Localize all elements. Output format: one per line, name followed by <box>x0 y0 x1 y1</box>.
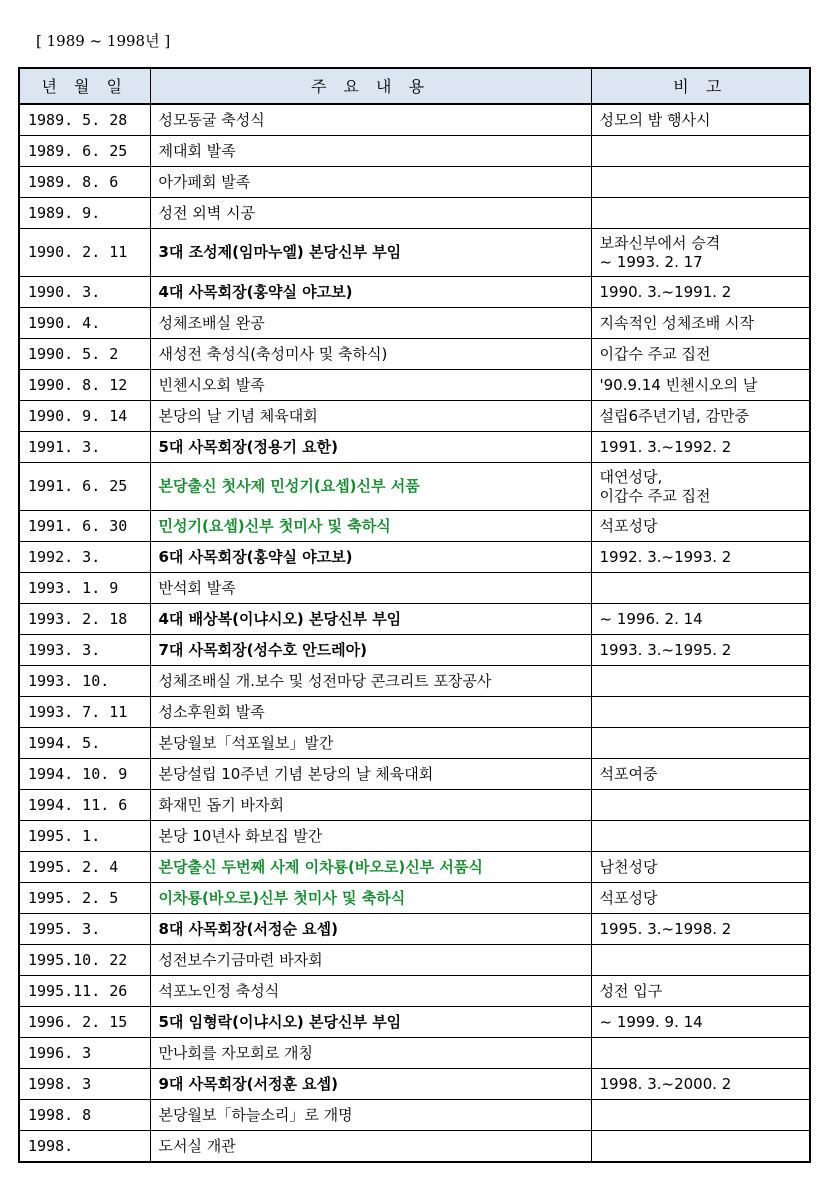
table-row <box>19 104 810 136</box>
table-row <box>19 229 810 277</box>
row-content: 4대 배상복(이냐시오) 본당신부 부임 <box>150 604 591 635</box>
row-date: 1994. 5. <box>19 728 150 759</box>
row-note: ~ 1999. 9. 14 <box>591 1007 810 1038</box>
row-note: 1993. 3.~1995. 2 <box>591 635 810 666</box>
table-row <box>19 136 810 167</box>
table-row <box>19 1069 810 1100</box>
table-row <box>19 1131 810 1163</box>
row-note: 남천성당 <box>591 852 810 883</box>
row-content: 본당 10년사 화보집 발간 <box>150 821 591 852</box>
row-date: 1995.10. 22 <box>19 945 150 976</box>
row-date: 1990. 5. 2 <box>19 339 150 370</box>
row-content: 5대 사목회장(정용기 요한) <box>150 432 591 463</box>
row-note: 성모의 밤 행사시 <box>591 104 810 136</box>
row-content: 제대회 발족 <box>150 136 591 167</box>
row-content: 8대 사목회장(서정순 요셉) <box>150 914 591 945</box>
table-row <box>19 945 810 976</box>
row-date: 1998. <box>19 1131 150 1163</box>
row-content: 석포노인정 축성식 <box>150 976 591 1007</box>
row-note: 설립6주년기념, 감만중 <box>591 401 810 432</box>
row-content: 민성기(요셉)신부 첫미사 및 축하식 <box>150 511 591 542</box>
row-content: 이차룡(바오로)신부 첫미사 및 축하식 <box>150 883 591 914</box>
row-note <box>591 198 810 229</box>
table-row <box>19 821 810 852</box>
table-row <box>19 914 810 945</box>
row-note <box>591 697 810 728</box>
row-content: 새성전 축성식(축성미사 및 축하식) <box>150 339 591 370</box>
row-content: 성전보수기금마련 바자회 <box>150 945 591 976</box>
row-note <box>591 1100 810 1131</box>
row-content: 6대 사목회장(홍약실 야고보) <box>150 542 591 573</box>
row-date: 1998. 3 <box>19 1069 150 1100</box>
row-content: 본당의 날 기념 체육대회 <box>150 401 591 432</box>
row-note: ~ 1996. 2. 14 <box>591 604 810 635</box>
row-note <box>591 573 810 604</box>
table-row <box>19 1007 810 1038</box>
row-date: 1989. 6. 25 <box>19 136 150 167</box>
row-content: 5대 임형락(이냐시오) 본당신부 부임 <box>150 1007 591 1038</box>
row-date: 1994. 10. 9 <box>19 759 150 790</box>
row-date: 1990. 2. 11 <box>19 229 150 277</box>
row-note <box>591 945 810 976</box>
history-table <box>18 67 811 1163</box>
table-row <box>19 883 810 914</box>
row-content: 아가페회 발족 <box>150 167 591 198</box>
row-note: 1998. 3.~2000. 2 <box>591 1069 810 1100</box>
row-note: 성전 입구 <box>591 976 810 1007</box>
table-row <box>19 370 810 401</box>
row-content: 성체조배실 개.보수 및 성전마당 콘크리트 포장공사 <box>150 666 591 697</box>
row-date: 1993. 10. <box>19 666 150 697</box>
table-header <box>19 68 810 104</box>
row-note: 1995. 3.~1998. 2 <box>591 914 810 945</box>
row-content: 성모동굴 축성식 <box>150 104 591 136</box>
row-note: 석포성당 <box>591 511 810 542</box>
table-row <box>19 573 810 604</box>
row-date: 1995. 1. <box>19 821 150 852</box>
table-row <box>19 1100 810 1131</box>
row-note: 보좌신부에서 승격 ~ 1993. 2. 17 <box>591 229 810 277</box>
row-note <box>591 1038 810 1069</box>
row-note <box>591 136 810 167</box>
row-date: 1998. 8 <box>19 1100 150 1131</box>
row-content: 빈첸시오회 발족 <box>150 370 591 401</box>
row-content: 본당출신 첫사제 민성기(요셉)신부 서품 <box>150 463 591 511</box>
header-date: 년 월 일 <box>19 68 150 104</box>
header-content: 주 요 내 용 <box>150 68 591 104</box>
row-note: 1991. 3.~1992. 2 <box>591 432 810 463</box>
row-note <box>591 728 810 759</box>
row-note: 석포여중 <box>591 759 810 790</box>
row-content: 도서실 개관 <box>150 1131 591 1163</box>
table-row <box>19 463 810 511</box>
table-row <box>19 308 810 339</box>
row-note: '90.9.14 빈첸시오의 날 <box>591 370 810 401</box>
row-note <box>591 821 810 852</box>
row-date: 1993. 2. 18 <box>19 604 150 635</box>
row-date: 1995. 2. 4 <box>19 852 150 883</box>
page-title: [ 1989 ~ 1998년 ] <box>36 32 171 50</box>
row-note: 이갑수 주교 집전 <box>591 339 810 370</box>
row-date: 1990. 3. <box>19 277 150 308</box>
row-date: 1993. 3. <box>19 635 150 666</box>
row-date: 1994. 11. 6 <box>19 790 150 821</box>
row-date: 1996. 3 <box>19 1038 150 1069</box>
row-content: 본당월보「하늘소리」로 개명 <box>150 1100 591 1131</box>
table-row <box>19 666 810 697</box>
table-row <box>19 277 810 308</box>
row-note: 지속적인 성체조배 시작 <box>591 308 810 339</box>
row-date: 1990. 8. 12 <box>19 370 150 401</box>
table-row <box>19 728 810 759</box>
table-body <box>19 104 810 1162</box>
row-content: 성전 외벽 시공 <box>150 198 591 229</box>
table-row <box>19 976 810 1007</box>
table-row <box>19 1038 810 1069</box>
header-row <box>19 68 810 104</box>
row-content: 성소후원회 발족 <box>150 697 591 728</box>
row-date: 1993. 1. 9 <box>19 573 150 604</box>
row-date: 1995.11. 26 <box>19 976 150 1007</box>
row-note <box>591 1131 810 1163</box>
table-row <box>19 401 810 432</box>
table-row <box>19 852 810 883</box>
row-date: 1990. 9. 14 <box>19 401 150 432</box>
row-content: 7대 사목회장(성수호 안드레아) <box>150 635 591 666</box>
row-date: 1989. 5. 28 <box>19 104 150 136</box>
row-note: 1990. 3.~1991. 2 <box>591 277 810 308</box>
table-row <box>19 635 810 666</box>
row-note: 1992. 3.~1993. 2 <box>591 542 810 573</box>
table-row <box>19 339 810 370</box>
row-date: 1991. 6. 30 <box>19 511 150 542</box>
row-note <box>591 790 810 821</box>
table-row <box>19 511 810 542</box>
table-row <box>19 167 810 198</box>
row-content: 반석회 발족 <box>150 573 591 604</box>
row-content: 성체조배실 완공 <box>150 308 591 339</box>
row-content: 본당설립 10주년 기념 본당의 날 체육대회 <box>150 759 591 790</box>
row-date: 1996. 2. 15 <box>19 1007 150 1038</box>
row-date: 1993. 7. 11 <box>19 697 150 728</box>
row-date: 1995. 3. <box>19 914 150 945</box>
table-row <box>19 604 810 635</box>
row-content: 만나회를 자모회로 개칭 <box>150 1038 591 1069</box>
row-content: 화재민 돕기 바자회 <box>150 790 591 821</box>
row-content: 3대 조성제(임마누엘) 본당신부 부임 <box>150 229 591 277</box>
table-row <box>19 790 810 821</box>
row-note <box>591 666 810 697</box>
table-row <box>19 759 810 790</box>
row-date: 1989. 9. <box>19 198 150 229</box>
row-date: 1995. 2. 5 <box>19 883 150 914</box>
header-note: 비 고 <box>591 68 810 104</box>
row-date: 1989. 8. 6 <box>19 167 150 198</box>
row-note <box>591 167 810 198</box>
row-note: 대연성당, 이갑수 주교 집전 <box>591 463 810 511</box>
table-row <box>19 542 810 573</box>
row-date: 1990. 4. <box>19 308 150 339</box>
table-row <box>19 432 810 463</box>
row-note: 석포성당 <box>591 883 810 914</box>
row-content: 9대 사목회장(서정훈 요셉) <box>150 1069 591 1100</box>
row-date: 1991. 3. <box>19 432 150 463</box>
table-row <box>19 198 810 229</box>
row-date: 1991. 6. 25 <box>19 463 150 511</box>
table-row <box>19 697 810 728</box>
row-date: 1992. 3. <box>19 542 150 573</box>
row-content: 본당월보「석포월보」발간 <box>150 728 591 759</box>
row-content: 본당출신 두번째 사제 이차룡(바오로)신부 서품식 <box>150 852 591 883</box>
row-content: 4대 사목회장(홍약실 야고보) <box>150 277 591 308</box>
